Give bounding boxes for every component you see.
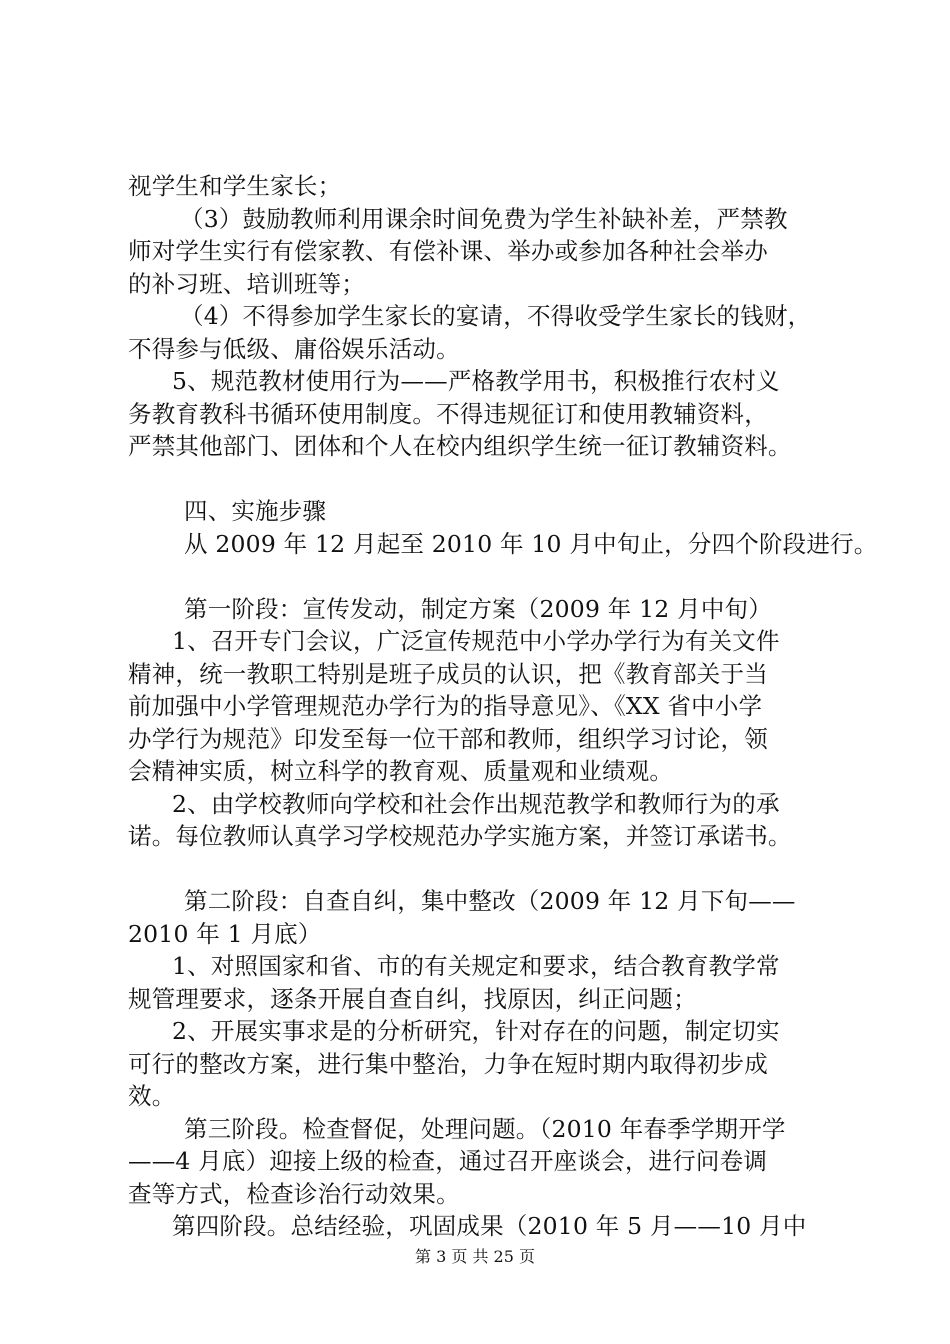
paragraph-gap [128,853,838,886]
paragraph-line: 师对学生实行有偿家教、有偿补课、举办或参加各种社会举办 [128,237,768,265]
paragraph-line: ——4 月底）迎接上级的检查，通过召开座谈会，进行问卷调 [128,1147,768,1175]
paragraph-line: 2、开展实事求是的分析研究，针对存在的问题，制定切实 [172,1017,780,1045]
paragraph-line: 会精神实质，树立科学的教育观、质量观和业绩观。 [128,757,674,785]
paragraph-line: （4）不得参加学生家长的宴请，不得收受学生家长的钱财， [180,302,812,330]
stage-heading: 第二阶段：自查自纠，集中整改（2009 年 12 月下旬—— [184,887,796,915]
stage-heading: 第一阶段：宣传发动，制定方案（2009 年 12 月中旬） [184,594,772,623]
paragraph-line: 前加强中小学管理规范办学行为的指导意见》、《XX 省中小学 [128,692,763,720]
paragraph-line: 1、召开专门会议，广泛宣传规范中小学办学行为有关文件 [172,627,780,655]
paragraph-line: 严禁其他部门、团体和个人在校内组织学生统一征订教辅资料。 [128,432,792,460]
paragraph-line: （3）鼓励教师利用课余时间免费为学生补缺补差，严禁教 [180,204,788,233]
stage-heading: 第四阶段。总结经验，巩固成果（2010 年 5 月——10 月中 [172,1212,807,1240]
paragraph-line: 诺。每位教师认真学习学校规范办学实施方案，并签订承诺书。 [128,822,792,850]
paragraph-gap [128,560,838,593]
section-heading: 四、实施步骤 [184,497,327,525]
page-number-footer: 第 3 页 共 25 页 [415,1247,535,1266]
paragraph-line: 5、规范教材使用行为——严格教学用书，积极推行农村义 [172,367,780,395]
paragraph-line: 规管理要求，逐条开展自查自纠，找原因，纠正问题； [128,984,697,1013]
paragraph-gap [128,463,838,496]
paragraph-line: 不得参与低级、庸俗娱乐活动。 [128,334,460,363]
paragraph-line: 从 2009 年 12 月起至 2010 年 10 月中旬止，分四个阶段进行。 [184,529,878,558]
paragraph-line: 的补习班、培训班等； [128,269,365,298]
stage-heading: 第三阶段。检查督促，处理问题。（2010 年春季学期开学 [184,1114,786,1143]
paragraph-line: 效。 [128,1082,176,1110]
paragraph-line: 精神，统一教职工特别是班子成员的认识，把《教育部关于当 [128,659,768,688]
paragraph-line: 2、由学校教师向学校和社会作出规范教学和教师行为的承 [172,789,780,818]
paragraph-line: 可行的整改方案，进行集中整治，力争在短时期内取得初步成 [128,1049,768,1078]
paragraph-line: 办学行为规范》印发至每一位干部和教师，组织学习讨论，领 [128,724,768,753]
paragraph-line: 查等方式，检查诊治行动效果。 [128,1179,460,1208]
paragraph-line: 视学生和学生家长； [128,172,342,200]
paragraph-line: 2010 年 1 月底） [128,919,322,948]
paragraph-line: 务教育教科书循环使用制度。不得违规征订和使用教辅资料， [128,399,768,428]
paragraph-line: 1、对照国家和省、市的有关规定和要求，结合教育教学常 [172,952,780,980]
document-body [128,170,878,1243]
